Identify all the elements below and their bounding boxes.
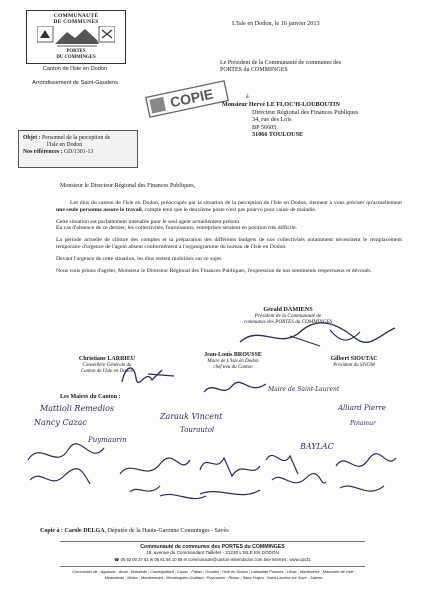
handwritten-tourautol: Tourautol	[180, 426, 215, 434]
salutation: Monsieur le Directeur Régional des Finances Publiques,	[60, 183, 196, 189]
handwritten-baylac: BAYLAC	[300, 442, 334, 451]
handwritten-pinamur: Pinamur	[350, 420, 376, 427]
president-signature	[230, 322, 400, 352]
place-date: L'Isle en Dodon, le 16 janvier 2013	[232, 20, 320, 27]
signatory-larrieu: Christiane LARRIEU Conseillère Générale du Canton de l'Isle en Dodon	[78, 356, 136, 374]
signatory-brousse: Jean-Louis BROUSSE Maire de L'Isle en Dodon chef lieu du Canton	[204, 352, 262, 370]
handwritten-zarauk: Zarauk Vincent	[160, 412, 223, 421]
community-logo	[26, 10, 126, 64]
recipient-block	[222, 101, 422, 139]
signatory-sioutac: Gilbert SIOUTAC Président du SIVOM	[330, 356, 378, 368]
larrieu-signature	[118, 360, 178, 388]
objet-text1: Personnel de la perception de	[42, 135, 111, 141]
letter-body	[56, 200, 402, 274]
mayors-signatures	[20, 430, 410, 508]
signatory-president: Gérald DAMIENS Président de la Communauté de communes des PORTES du COMMINGES	[243, 306, 333, 325]
handwritten-mattioli: Mattioli Remedios	[40, 404, 115, 413]
logo-subtitle: PORTES DU COMMINGES	[56, 49, 96, 60]
maires-label: Les Maires du Canton :	[60, 394, 121, 400]
handwritten-alliard: Alliard Pierre	[338, 404, 386, 412]
paragraph-2: Cette situation est parfaitement intenable pour le seul agent actuellement présent. En cas d'absence de ce dernier, les collectivités, fournisseurs, entreprises seraient en position très difficile.	[56, 218, 298, 232]
handwritten-puymaurin: Puymaurin	[88, 436, 127, 444]
logo-title: COMMUNAUTÉ DE COMMUNES	[53, 13, 99, 25]
sender-block: Le Président de la Communauté de communes des PORTES du COMMINGES	[220, 60, 342, 73]
recipient-bp: BP 56605	[252, 123, 277, 131]
paragraph-3: La période actuelle de clôture des comptes et la préparation des différents budgets de nos collectivités notamment nécessitent le remplacement temporaire d'urgence de l'agent absent conformément à l'organigramme du bureau de l'Isle en Dodon.	[56, 237, 402, 250]
brousse-signature	[200, 378, 270, 400]
canton-label: Canton de l'Isle en Dodon	[42, 66, 108, 72]
recipient-a: à	[246, 94, 249, 100]
recipient-title: Directeur Régional des Finances Publiques	[252, 108, 359, 116]
ref-label: Nos références :	[23, 149, 63, 155]
logo-mountains-icon	[37, 26, 115, 48]
objet-box	[18, 130, 138, 168]
objet-text2: l'Isle en Dodon	[47, 142, 83, 148]
objet-label: Objet :	[23, 135, 41, 141]
paragraph-4: Devant l'urgence de cette situation, les élus restent mobilisés sur ce sujet.	[56, 255, 223, 262]
paragraph-5: Nous vous prions d'agréer, Monsieur le Directeur Régional des Finances Publiques, l'expression de nos sentiments respectueux et dévoués.	[56, 267, 372, 274]
footer: Communauté de communes des PORTES du COMMINGES 18, avenue du Commandant Taillefer - 31230 L'ISLE EN DODON ☎ 05 62 00 37 51 ✉ 05 61 94 10 59 ✉ communaute@canton-isleendodon.com Site Internet : www.cpc31	[114, 544, 311, 562]
copie-line: Copie à : Carole DELGA, Députée de la Haute-Garonne Comminges - Savès	[40, 528, 229, 534]
arrondissement-label: Arrondissement de Saint-Gaudens	[32, 80, 118, 86]
ref-value: GD/1301-13	[63, 149, 94, 155]
recipient-street: 34, rue des Lois	[252, 116, 292, 124]
handwritten-cazac: Nancy Cazac	[34, 418, 87, 427]
copie-stamp	[145, 80, 230, 119]
footer-divider-2	[60, 566, 365, 567]
handwritten-saint-laurent: Maire de Saint-Laurent	[268, 386, 340, 393]
stamp-text: COPIE	[168, 85, 215, 111]
recipient-name: Monsieur Hervé LE FLOC'H-LOUBOUTIN	[222, 101, 340, 108]
recipient-city: 31066 TOULOUSE	[252, 131, 304, 139]
footer-divider	[60, 541, 365, 542]
paragraph-1: Les élus du canton de l'Isle en Dodon, préoccupés par la situation de la perception de l'Isle en Dodon, tiennent à vous préciser qu'actuellement une seule personne assure le travail, compte tenu que le deuxième poste n'est pas pourvu pour cause de maladie.	[56, 200, 402, 213]
footer-communes: Communes de : Agassac ; Anan ; Boissède ; Castelgaillard ; Cazac ; Fabas ; Goudex ; l'Isle en Dodon ; Labastide Paumes ; Lilhac ; Martisserre ; Mauvezin de l'Isle ; Mirambeau ; Molas ; Montbernard ; Montesquieu-Guittaut ; Puymaurin ; Riolas ; Saint-Frajou ; Saint-Laurent sur Save ; Salerm.	[72, 569, 356, 580]
